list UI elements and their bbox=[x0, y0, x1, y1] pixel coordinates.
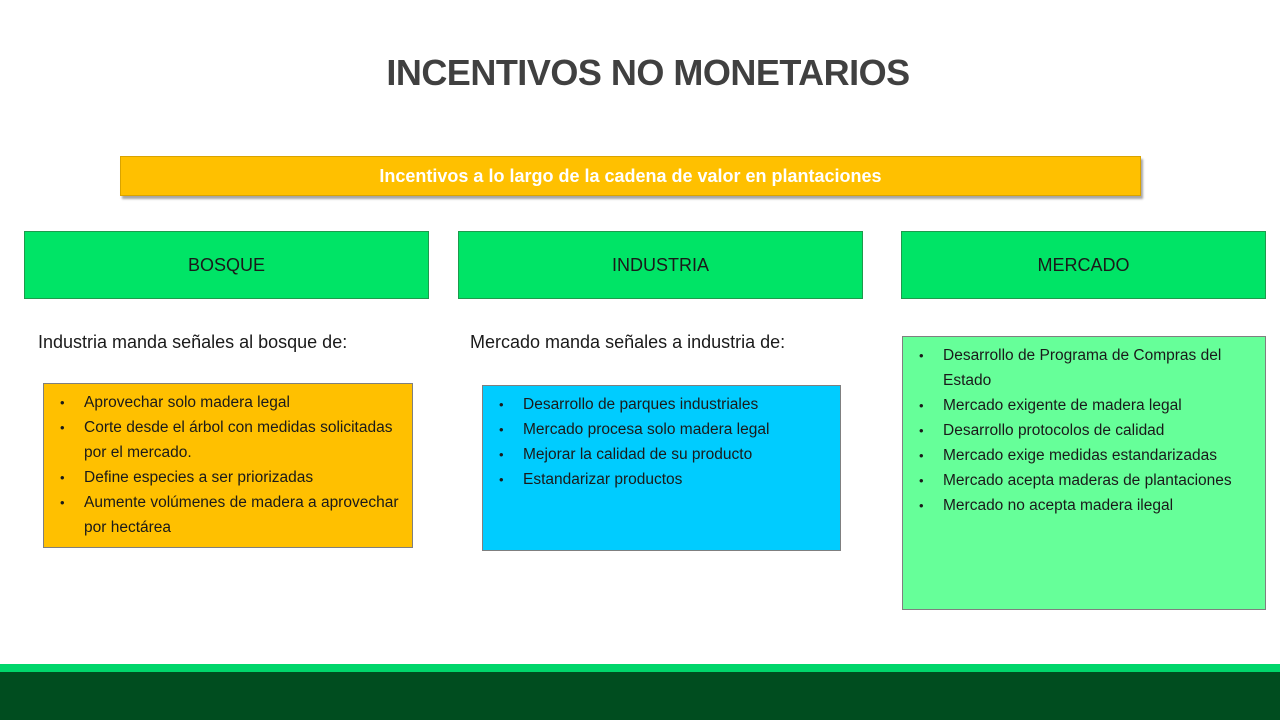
bullet-icon: • bbox=[919, 473, 924, 488]
list-item bbox=[915, 493, 1257, 518]
bullet-icon: • bbox=[499, 397, 504, 412]
list-item-text: Mercado no acepta madera ilegal bbox=[943, 497, 1174, 514]
bullet-icon: • bbox=[919, 448, 924, 463]
list-item-text: Mercado acepta maderas de plantaciones bbox=[943, 472, 1232, 489]
bosque-list-box bbox=[43, 383, 413, 548]
signal-mercado-to-industria: Mercado manda señales a industria de: bbox=[470, 332, 786, 352]
list-item-text: Aprovechar solo madera legal bbox=[84, 394, 290, 411]
mercado-list-box bbox=[902, 336, 1266, 610]
bullet-icon: • bbox=[60, 420, 65, 435]
signal-industria-to-bosque: Industria manda señales al bosque de: bbox=[38, 332, 348, 352]
slide-title: INCENTIVOS NO MONETARIOS bbox=[386, 52, 910, 93]
bullet-icon: • bbox=[60, 395, 65, 410]
list-item bbox=[915, 468, 1257, 493]
list-item-text: Desarrollo de Programa de Compras del Estado bbox=[943, 347, 1222, 389]
footer-band bbox=[0, 672, 1280, 720]
pillar-industria: INDUSTRIA bbox=[458, 231, 863, 299]
list-item bbox=[915, 443, 1257, 468]
industria-list-box bbox=[482, 385, 841, 551]
list-item bbox=[495, 392, 832, 417]
value-chain-banner: Incentivos a lo largo de la cadena de valor en plantaciones bbox=[120, 156, 1141, 196]
footer-accent-stripe bbox=[0, 664, 1280, 672]
list-item bbox=[495, 417, 832, 442]
bullet-icon: • bbox=[60, 495, 65, 510]
list-item bbox=[495, 467, 832, 492]
list-item-text: Corte desde el árbol con medidas solicitadas por el mercado. bbox=[84, 419, 393, 461]
list-item bbox=[56, 490, 404, 540]
list-item bbox=[56, 465, 404, 490]
list-item bbox=[915, 393, 1257, 418]
list-item-text: Estandarizar productos bbox=[523, 471, 683, 488]
bullet-icon: • bbox=[499, 447, 504, 462]
industria-list bbox=[495, 392, 832, 492]
bullet-icon: • bbox=[919, 348, 924, 363]
pillar-bosque: BOSQUE bbox=[24, 231, 429, 299]
list-item bbox=[56, 390, 404, 415]
list-item bbox=[56, 415, 404, 465]
list-item bbox=[915, 343, 1257, 393]
bullet-icon: • bbox=[499, 422, 504, 437]
bullet-icon: • bbox=[60, 470, 65, 485]
list-item-text: Aumente volúmenes de madera a aprovechar por hectárea bbox=[84, 494, 399, 536]
mercado-list bbox=[915, 343, 1257, 518]
list-item-text: Desarrollo protocolos de calidad bbox=[943, 422, 1165, 439]
bullet-icon: • bbox=[919, 398, 924, 413]
list-item-text: Mercado procesa solo madera legal bbox=[523, 421, 770, 438]
list-item-text: Mejorar la calidad de su producto bbox=[523, 446, 753, 463]
list-item bbox=[495, 442, 832, 467]
bullet-icon: • bbox=[499, 472, 504, 487]
list-item-text: Mercado exige medidas estandarizadas bbox=[943, 447, 1217, 464]
list-item-text: Define especies a ser priorizadas bbox=[84, 469, 314, 486]
bullet-icon: • bbox=[919, 423, 924, 438]
list-item-text: Mercado exigente de madera legal bbox=[943, 397, 1182, 414]
bosque-list bbox=[56, 390, 404, 540]
list-item-text: Desarrollo de parques industriales bbox=[523, 396, 759, 413]
bullet-icon: • bbox=[919, 498, 924, 513]
list-item bbox=[915, 418, 1257, 443]
pillar-mercado: MERCADO bbox=[901, 231, 1266, 299]
